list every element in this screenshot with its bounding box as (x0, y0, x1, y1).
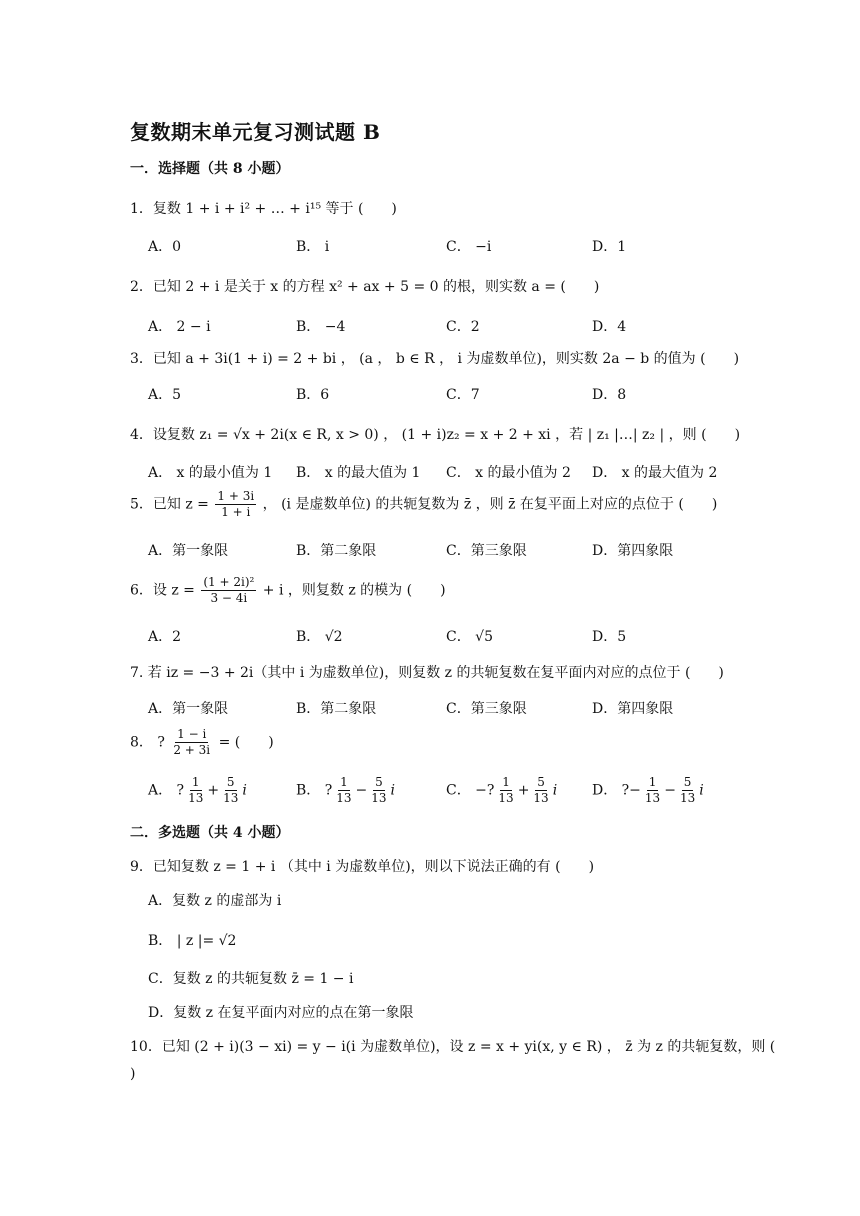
option-b: B．第二象限 (296, 543, 377, 559)
option-label: B． ? (296, 782, 333, 799)
question-5-prefix: 5．已知 z = (130, 496, 209, 513)
option-c (446, 776, 557, 805)
question-10: 10．已知 (2 + i)(3 − xi) = y − i(i 为虚数单位)，设 z = x + yi(x, y ∈ R) ， z̄ 为 z 的共轭复数，则 ( (130, 1039, 776, 1055)
fraction-numerator: 5 (535, 776, 547, 791)
fraction (531, 776, 550, 805)
question-8-suffix: = ( ) (218, 734, 274, 751)
imaginary-unit: i (390, 782, 396, 799)
fraction-numerator: 1 + 3i (215, 490, 256, 505)
operator: + (207, 782, 220, 799)
fraction (221, 776, 240, 805)
operator: + (517, 782, 530, 799)
fraction (643, 776, 662, 805)
fraction-denominator: 13 (188, 791, 204, 806)
fraction (186, 776, 205, 805)
option-d: D．4 (592, 319, 627, 335)
option-b (296, 776, 395, 805)
fraction-numerator: 5 (373, 776, 385, 791)
option-b: B．6 (296, 387, 330, 403)
option-b: B． √2 (296, 629, 343, 645)
question-9-option-a: A．复数 z 的虚部为 i (148, 893, 282, 909)
fraction-denominator: 13 (371, 791, 387, 806)
imaginary-unit: i (242, 782, 247, 799)
fraction-numerator: 1 (500, 776, 512, 791)
fraction (334, 776, 353, 805)
imaginary-unit: i (552, 782, 558, 799)
fraction-numerator: 1 (338, 776, 350, 791)
question-8-prefix: 8． ? (130, 734, 165, 751)
question-3: 3．已知 a + 3i(1 + i) = 2 + bi ， (a ， b ∈ R ， i 为虚数单位)，则实数 2a − b 的值为 ( ) (130, 351, 740, 367)
option-c: C． √5 (446, 629, 493, 645)
question-2: 2．已知 2 + i 是关于 x 的方程 x² + ax + 5 = 0 的根，则实数 a = ( ) (130, 279, 600, 295)
option-a: A．0 (148, 239, 182, 255)
question-6-prefix: 6．设 z = (130, 582, 195, 599)
option-a: A． x 的最小值为 1 (148, 465, 273, 481)
option-a: A．第一象限 (148, 701, 229, 717)
option-b: B． −4 (296, 319, 346, 335)
question-9-option-d: D．复数 z 在复平面内对应的点在第一象限 (148, 1005, 414, 1021)
fraction-denominator: 13 (223, 791, 239, 806)
question-9-option-b: B． | z |= √2 (148, 933, 237, 949)
option-c: C． x 的最小值为 2 (446, 465, 571, 481)
option-c: C．2 (446, 319, 480, 335)
option-label: D． ?− (592, 782, 641, 799)
question-7: 7. 若 iz = −3 + 2i（其中 i 为虚数单位)，则复数 z 的共轭复数在复平面内对应的点位于 ( ) (130, 665, 724, 681)
question-9: 9．已知复数 z = 1 + i （其中 i 为虚数单位)，则以下说法正确的有 ( ) (130, 859, 595, 875)
option-c: C．第三象限 (446, 543, 527, 559)
fraction-numerator: (1 + 2i)² (201, 576, 256, 591)
question-1: 1．复数 1 + i + i² + … + i¹⁵ 等于 ( ) (130, 201, 397, 217)
fraction-denominator: 13 (533, 791, 549, 806)
imaginary-unit: i (699, 782, 704, 799)
option-c: C．第三象限 (446, 701, 527, 717)
fraction-numerator: 1 (190, 776, 202, 791)
option-label: A． ? (148, 782, 185, 799)
option-d: D．8 (592, 387, 627, 403)
option-a (148, 776, 247, 805)
option-c: C． −i (446, 239, 492, 255)
question-10-continuation: ) (130, 1066, 136, 1082)
option-a: A． 2 − i (148, 319, 211, 335)
option-a: A．第一象限 (148, 543, 229, 559)
fraction (171, 728, 212, 757)
option-d: D．1 (592, 239, 627, 255)
question-5 (130, 490, 717, 519)
option-a: A．5 (148, 387, 182, 403)
document-title: 复数期末单元复习测试题 B (130, 120, 381, 144)
option-d: D．5 (592, 629, 627, 645)
option-b: B．第二象限 (296, 701, 377, 717)
operator: − (664, 782, 676, 799)
fraction-numerator: 1 (647, 776, 659, 791)
fraction (369, 776, 388, 805)
option-d: D．第四象限 (592, 543, 674, 559)
question-6-suffix: + i ，则复数 z 的模为 ( ) (262, 582, 446, 599)
option-d: D．第四象限 (592, 701, 674, 717)
fraction-denominator: 3 − 4i (210, 591, 248, 606)
section-heading-single-choice: 一．选择题（共 8 小题） (130, 161, 290, 177)
fraction (496, 776, 515, 805)
option-d: D． x 的最大值为 2 (592, 465, 718, 481)
fraction (201, 576, 256, 605)
fraction-denominator: 13 (336, 791, 352, 806)
fraction-denominator: 1 + i (221, 505, 251, 520)
option-a: A．2 (148, 629, 182, 645)
option-c: C．7 (446, 387, 480, 403)
question-8 (130, 728, 274, 757)
fraction (215, 490, 256, 519)
fraction (678, 776, 697, 805)
question-9-option-c: C．复数 z 的共轭复数 z̄ = 1 − i (148, 971, 354, 987)
option-label: C． −? (446, 782, 495, 799)
fraction-denominator: 2 + 3i (173, 743, 211, 758)
option-d (592, 776, 704, 805)
question-5-suffix: ， (i 是虚数单位) 的共轭复数为 z̄ ，则 z̄ 在复平面上对应的点位于 ( ) (262, 496, 718, 513)
question-6 (130, 576, 446, 605)
section-heading-multiple-choice: 二．多选题（共 4 小题） (130, 825, 290, 841)
question-4: 4．设复数 z₁ = √x + 2i(x ∈ R, x > 0) ， (1 + i)z₂ = x + 2 + xi ，若 | z₁ |…| z₂ | ，则 ( ) (130, 427, 741, 443)
fraction-numerator: 5 (682, 776, 694, 791)
option-b: B． x 的最大值为 1 (296, 465, 421, 481)
fraction-denominator: 13 (679, 791, 696, 806)
option-b: B． i (296, 239, 330, 255)
operator: − (355, 782, 368, 799)
fraction-numerator: 5 (225, 776, 237, 791)
fraction-denominator: 13 (644, 791, 661, 806)
fraction-denominator: 13 (498, 791, 514, 806)
fraction-numerator: 1 − i (175, 728, 208, 743)
